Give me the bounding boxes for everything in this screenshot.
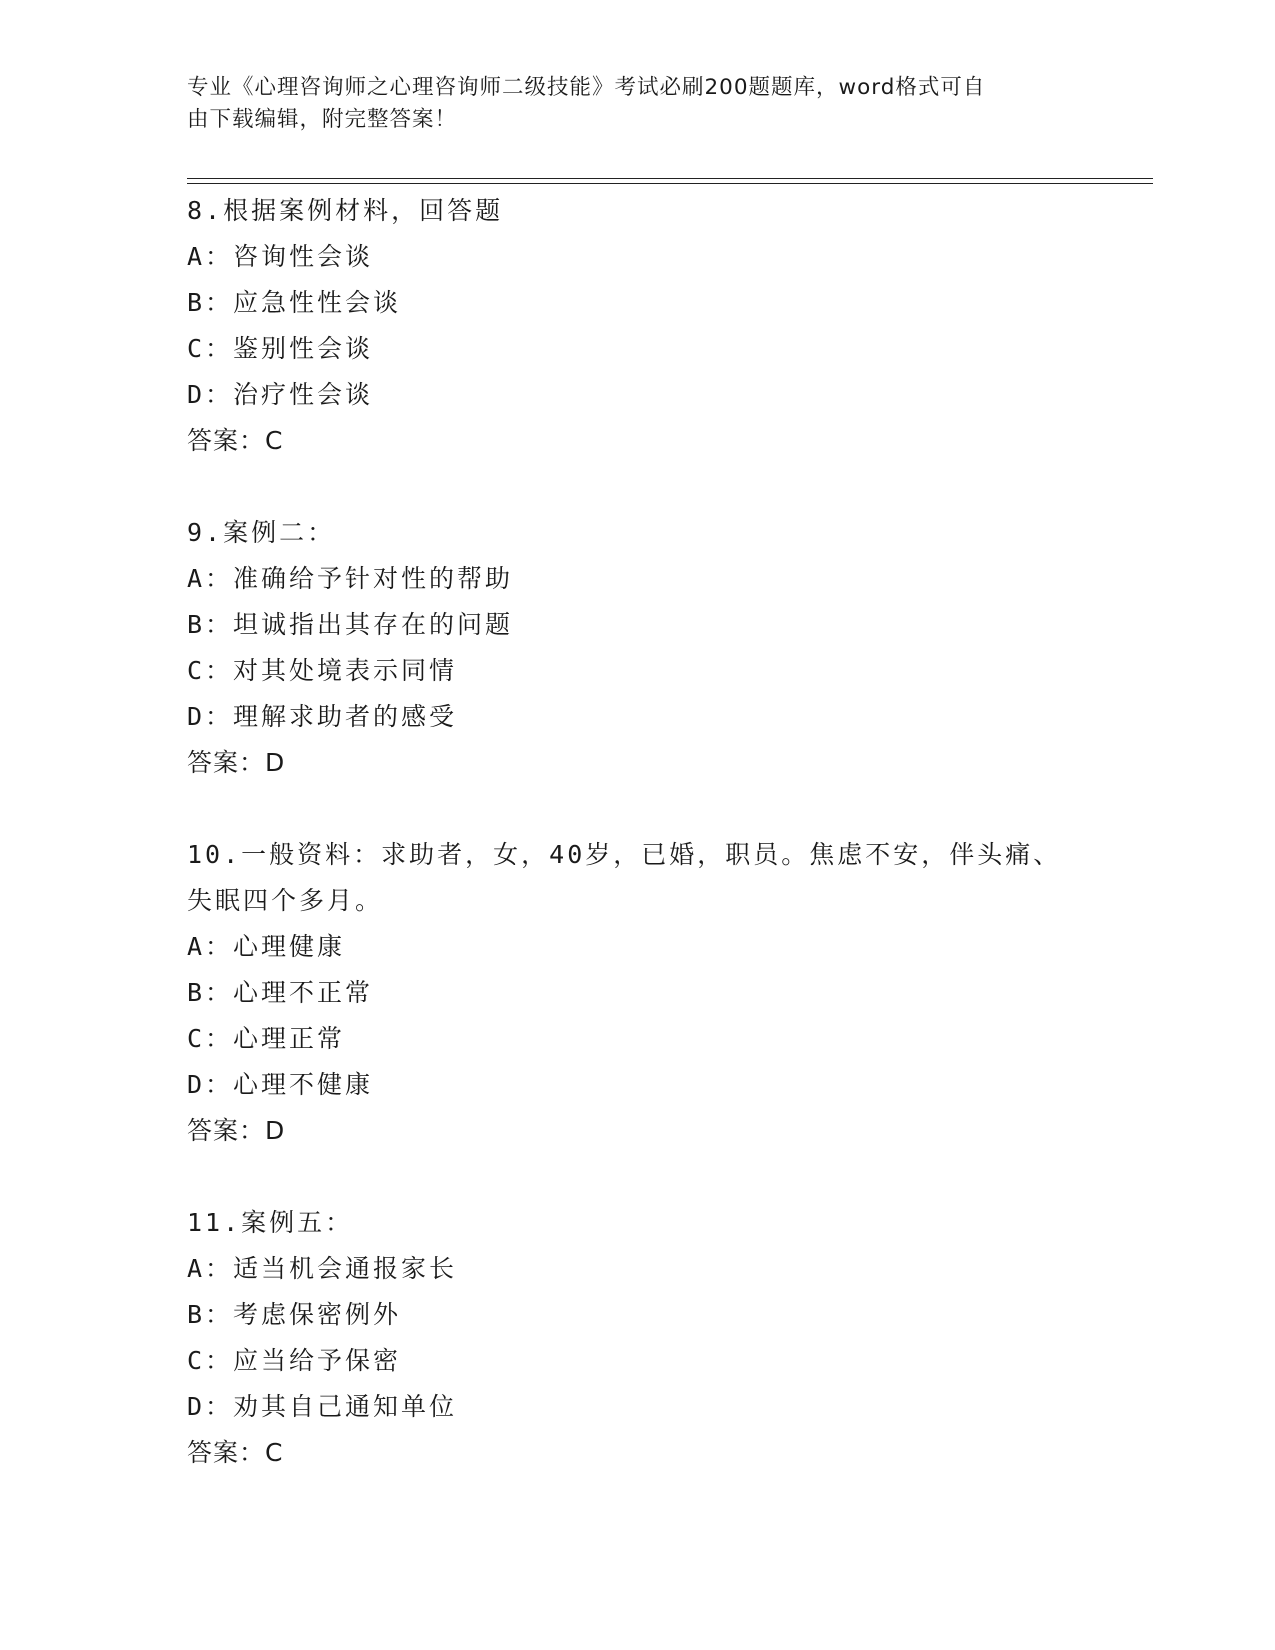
question-11 — [187, 1200, 1087, 1476]
question-list — [187, 188, 1087, 1522]
option-d: D：心理不健康 — [187, 1070, 374, 1099]
option-a: A：准确给予针对性的帮助 — [187, 564, 514, 593]
option-b: B：坦诚指出其存在的问题 — [187, 610, 514, 639]
document-header — [187, 72, 1077, 136]
question-stem-line-1: 10.一般资料：求助者，女，40岁，已婚，职员。焦虑不安，伴头痛、 — [187, 840, 1062, 869]
header-divider-bottom — [187, 183, 1153, 184]
question-stem: 11.案例五： — [187, 1208, 354, 1237]
question-stem: 8.根据案例材料，回答题 — [187, 196, 504, 225]
option-d: D：理解求助者的感受 — [187, 702, 458, 731]
option-c: C：对其处境表示同情 — [187, 656, 458, 685]
option-b: B：考虑保密例外 — [187, 1300, 402, 1329]
question-10 — [187, 832, 1087, 1154]
option-c: C：鉴别性会谈 — [187, 334, 374, 363]
option-a: A：心理健康 — [187, 932, 346, 961]
answer-line: 答案：C — [187, 426, 284, 455]
question-9 — [187, 510, 1087, 786]
option-b: B：应急性性会谈 — [187, 288, 402, 317]
option-c: C：应当给予保密 — [187, 1346, 402, 1375]
answer-line: 答案：D — [187, 1116, 286, 1145]
option-d: D：劝其自己通知单位 — [187, 1392, 458, 1421]
header-divider-top — [187, 178, 1153, 179]
header-line-1: 专业《心理咨询师之心理咨询师二级技能》考试必刷200题题库，word格式可自 — [187, 75, 986, 100]
answer-line: 答案：C — [187, 1438, 284, 1467]
option-a: A：适当机会通报家长 — [187, 1254, 458, 1283]
option-c: C：心理正常 — [187, 1024, 346, 1053]
option-b: B：心理不正常 — [187, 978, 374, 1007]
question-stem: 9.案例二： — [187, 518, 336, 547]
answer-line: 答案：D — [187, 748, 286, 777]
option-d: D：治疗性会谈 — [187, 380, 374, 409]
header-line-2: 由下载编辑，附完整答案！ — [187, 107, 458, 132]
option-a: A：咨询性会谈 — [187, 242, 374, 271]
question-stem-line-2: 失眠四个多月。 — [187, 886, 384, 915]
question-8 — [187, 188, 1087, 464]
